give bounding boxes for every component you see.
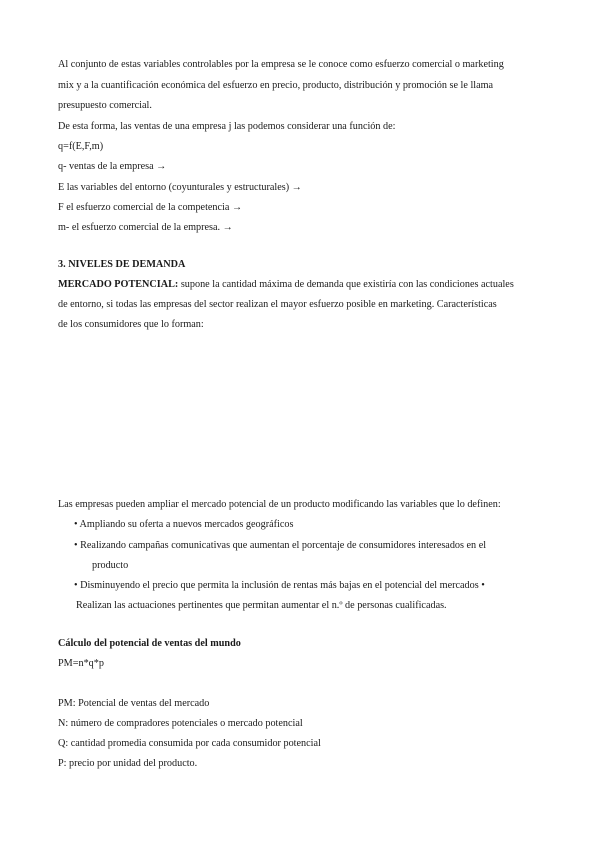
definition-q-quantity: Q: cantidad promedia consumida por cada consumidor potencial xyxy=(58,738,321,749)
intro-line-4: De esta forma, las ventas de una empresa j las podemos considerar una función de: xyxy=(58,121,396,132)
expansion-intro: Las empresas pueden ampliar el mercado potencial de un producto modificando las variables que lo definen: xyxy=(58,499,501,510)
definition-q: q- ventas de la empresa → xyxy=(58,161,167,172)
mercado-potencial-line-3: de los consumidores que lo forman: xyxy=(58,319,204,330)
definition-pm: PM: Potencial de ventas del mercado xyxy=(58,698,210,709)
intro-line-2: mix y a la cuantificación económica del esfuerzo en precio, producto, distribución y promoción se le llama xyxy=(58,80,494,91)
bullet-item-1: • Ampliando su oferta a nuevos mercados geográficos xyxy=(74,519,294,530)
sales-function-formula: q=f(E,F,m) xyxy=(58,141,104,152)
section-heading-niveles-demanda: 3. NIVELES DE DEMANDA xyxy=(58,259,186,270)
calc-heading: Cálculo del potencial de ventas del mundo xyxy=(58,638,241,649)
definition-e: E las variables del entorno (coyunturales y estructurales) → xyxy=(58,182,302,193)
mercado-potencial-definition: supone la cantidad máxima de demanda que existiría con las condiciones actuales xyxy=(178,279,514,290)
bullet-item-3: • Disminuyendo el precio que permita la inclusión de rentas más bajas en el potencial del mercados • xyxy=(74,580,485,591)
mercado-potencial-term: MERCADO POTENCIAL: xyxy=(58,279,179,290)
bullet-item-2: • Realizando campañas comunicativas que aumentan el porcentaje de consumidores interesados en el xyxy=(74,540,487,551)
bullet-item-2-continuation: producto xyxy=(92,560,129,571)
mercado-potencial-line-1 xyxy=(58,278,514,291)
intro-line-3: presupuesto comercial. xyxy=(58,100,152,111)
definition-n: N: número de compradores potenciales o mercado potencial xyxy=(58,718,303,729)
bullet-item-4: Realizan las actuaciones pertinentes que permitan aumentar el n.º de personas cualificadas. xyxy=(76,600,447,611)
definition-p: P: precio por unidad del producto. xyxy=(58,758,198,769)
intro-line-1: Al conjunto de estas variables controlables por la empresa se le conoce como esfuerzo comercial o marketing xyxy=(58,59,504,70)
definition-f: F el esfuerzo comercial de la competencia → xyxy=(58,202,243,213)
pm-formula: PM=n*q*p xyxy=(58,658,104,669)
definition-m: m- el esfuerzo comercial de la empresa. → xyxy=(58,222,233,233)
mercado-potencial-line-2: de entorno, si todas las empresas del sector realizan el mayor esfuerzo posible en marketing. Características xyxy=(58,299,497,310)
